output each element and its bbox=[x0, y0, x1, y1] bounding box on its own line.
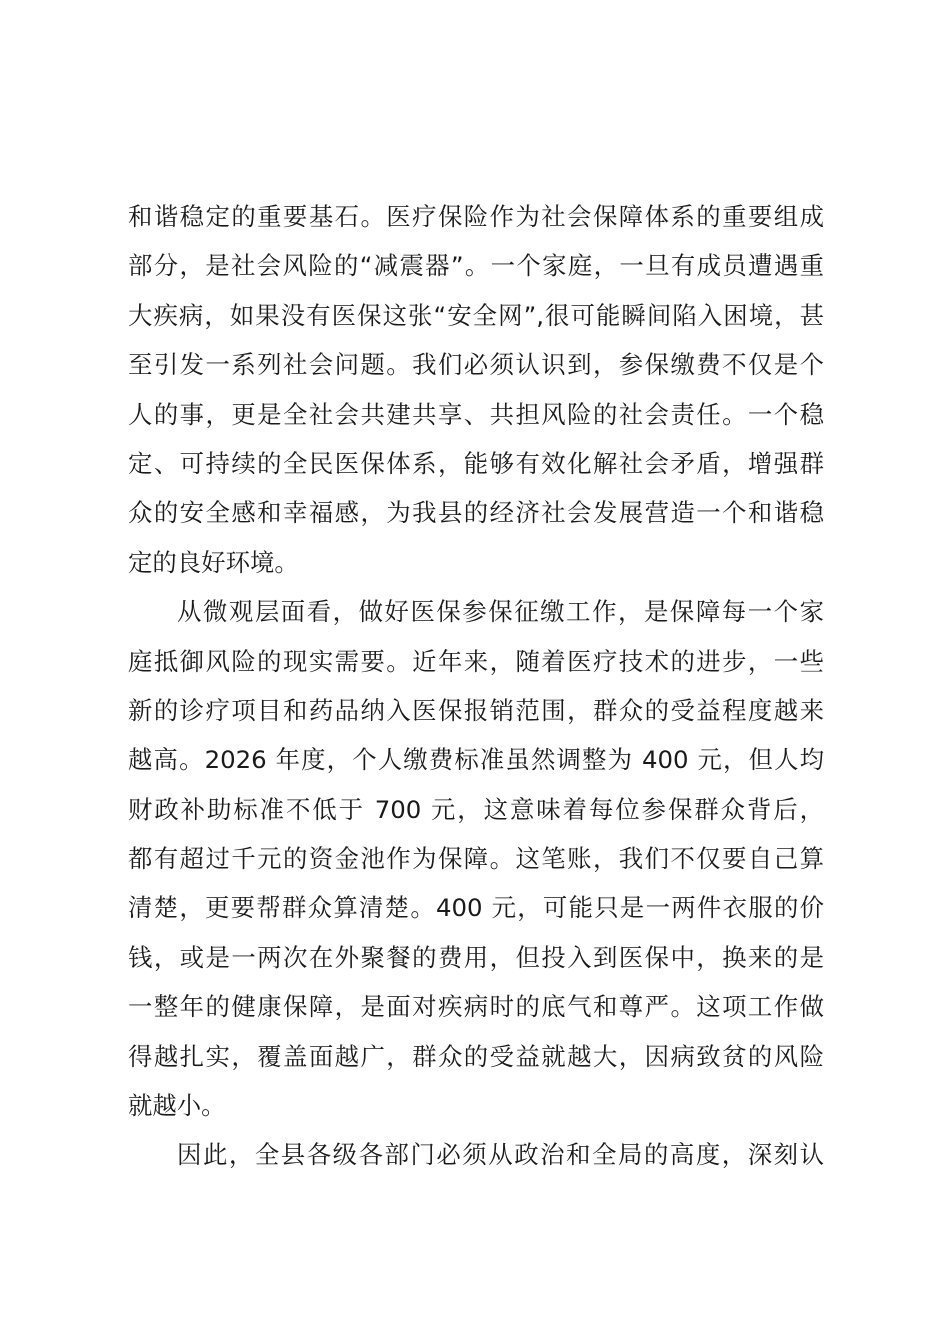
text-line: 一整年的健康保障，是面对疾病时的底气和尊严。这项工作做 bbox=[128, 992, 824, 1022]
text-line: 财政补助标准不低于 700 元，这意味着每位参保群众背后， bbox=[128, 794, 824, 824]
text-line: 从微观层面看，做好医保参保征缴工作，是保障每一个家 bbox=[177, 597, 824, 627]
text-line: 定、可持续的全民医保体系，能够有效化解社会矛盾，增强群 bbox=[128, 448, 824, 478]
text-line: 越高。2026 年度，个人缴费标准虽然调整为 400 元，但人均 bbox=[128, 745, 824, 775]
body-text bbox=[128, 192, 824, 1180]
text-line: 定的良好环境。 bbox=[128, 547, 299, 577]
text-line: 因此，全县各级各部门必须从政治和全局的高度，深刻认 bbox=[177, 1140, 824, 1170]
text-line: 都有超过千元的资金池作为保障。这笔账，我们不仅要自己算 bbox=[128, 844, 824, 874]
text-line: 庭抵御风险的现实需要。近年来，随着医疗技术的进步，一些 bbox=[128, 646, 824, 676]
text-line: 至引发一系列社会问题。我们必须认识到，参保缴费不仅是个 bbox=[128, 350, 824, 380]
text-line: 得越扎实，覆盖面越广，群众的受益就越大，因病致贫的风险 bbox=[128, 1041, 824, 1071]
text-line: 部分，是社会风险的“减震器”。一个家庭，一旦有成员遭遇重 bbox=[128, 251, 824, 281]
text-line: 人的事，更是全社会共建共享、共担风险的社会责任。一个稳 bbox=[128, 399, 824, 429]
paragraph-1 bbox=[128, 192, 824, 587]
text-line: 大疾病，如果没有医保这张“安全网”,很可能瞬间陷入困境，甚 bbox=[128, 300, 824, 330]
paragraph-3 bbox=[128, 1130, 824, 1179]
paragraph-2 bbox=[128, 587, 824, 1130]
text-line: 就越小。 bbox=[128, 1091, 226, 1121]
text-line: 钱，或是一两次在外聚餐的费用，但投入到医保中，换来的是 bbox=[128, 942, 824, 972]
text-line: 和谐稳定的重要基石。医疗保险作为社会保障体系的重要组成 bbox=[128, 202, 824, 231]
text-line: 清楚，更要帮群众算清楚。400 元，可能只是一两件衣服的价 bbox=[128, 893, 824, 923]
text-line: 众的安全感和幸福感，为我县的经济社会发展营造一个和谐稳 bbox=[128, 498, 824, 528]
text-line: 新的诊疗项目和药品纳入医保报销范围，群众的受益程度越来 bbox=[128, 695, 824, 725]
